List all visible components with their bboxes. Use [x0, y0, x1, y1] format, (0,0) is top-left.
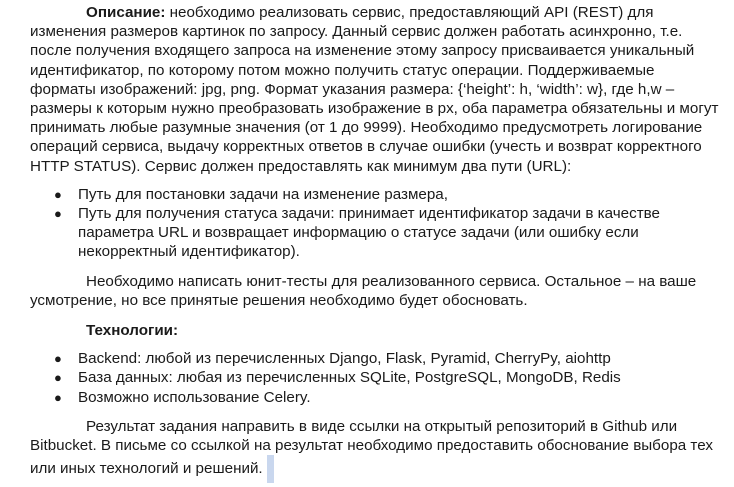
- text-cursor[interactable]: [267, 455, 274, 483]
- document-body: [30, 0, 720, 483]
- list-item: ● Путь для постановки задачи на изменение размера,: [54, 185, 448, 203]
- list-item: ● Возможно использование Celery.: [54, 388, 311, 406]
- description-text: необходимо реализовать сервис, предоставляющий API (REST) для изменения размеров картинок по запросу. Данный сервис должен работать асинхронно, т.е. после получения входящего запроса на изменение этому запросу присваивается уникальный идентификатор, по которому потом можно получить статус операции. Поддерживаемые форматы изображений: jpg, png. Формат указания размера: {‘height’: h, ‘width’: w}, где h,w – размеры к которым нужно преобразовать изображение в px, оба параметра обязательны и могут принимать любые разумные значения (от 1 до 9999). Необходимо предусмотреть логирование операций сервиса, выдачу корректных ответов в случае ошибки (учесть и возврат корректного HTTP STATUS). Сервис должен предоставлять как минимум два пути (URL):: [30, 4, 719, 175]
- bullet-icon: ●: [54, 186, 62, 202]
- paths-list: [30, 185, 720, 262]
- list-item: ● Backend: любой из перечисленных Django, Flask, Pyramid, CherryPy, aiohttp: [54, 350, 611, 368]
- technologies-list: [30, 349, 720, 407]
- list-item: ● Путь для получения статуса задачи: принимает идентификатор задачи в качестве параметра URL и возвращает информацию о статусе задачи (или ошибку если некорректный идентификатор).: [54, 205, 661, 261]
- tests-paragraph: Необходимо написать юнит-тесты для реализованного сервиса. Остальное – на ваше усмотрение, но все принятые решения необходимо будет обосновать.: [30, 272, 697, 309]
- technologies-heading: Технологии:: [86, 322, 179, 340]
- result-text: Результат задания направить в виде ссылки на открытый репозиторий в Github или Bitbucket. В письме со ссылкой на результат необходимо предоставить обоснование выбора тех или иных технологий и решений.: [30, 417, 713, 478]
- bullet-icon: ●: [54, 206, 62, 222]
- description-paragraph: [30, 3, 720, 176]
- list-item: ● База данных: любая из перечисленных SQLite, PostgreSQL, MongoDB, Redis: [54, 369, 621, 387]
- bullet-icon: ●: [54, 351, 62, 367]
- description-heading: Описание:: [86, 4, 166, 21]
- result-paragraph: [30, 417, 720, 483]
- bullet-icon: ●: [54, 370, 62, 386]
- bullet-icon: ●: [54, 389, 62, 405]
